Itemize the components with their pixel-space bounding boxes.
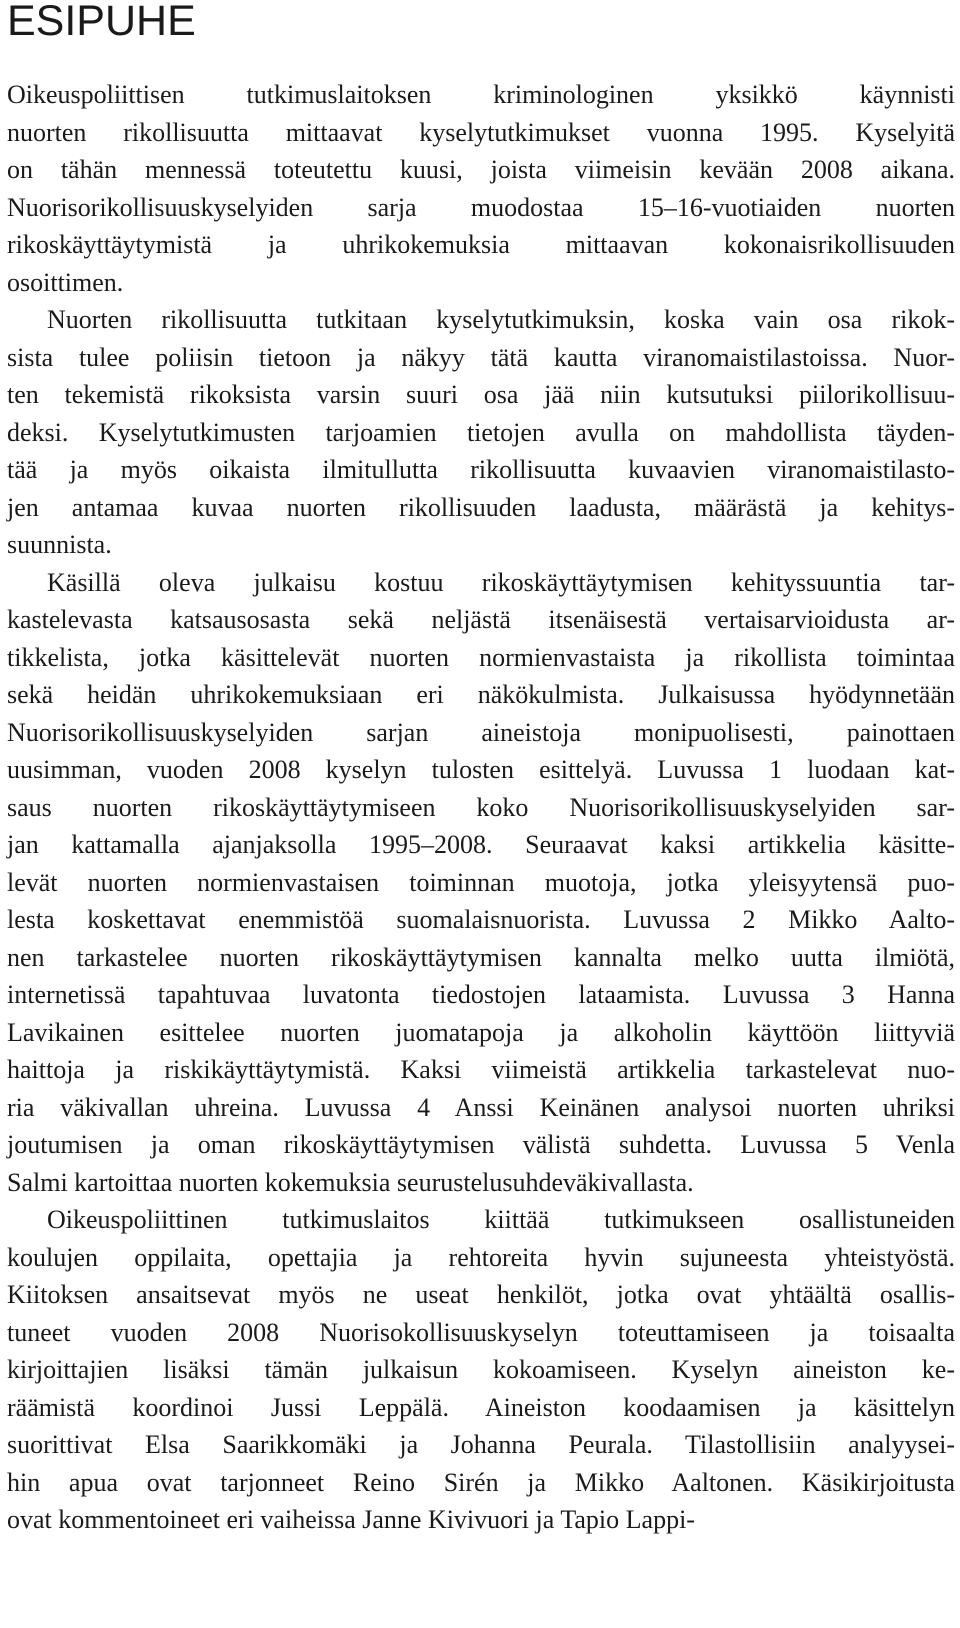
- text-line: koulujen oppilaita, opettajia ja rehtoreita hyvin sujuneesta yhteistyöstä.: [7, 1242, 955, 1272]
- text-line: Kiitoksen ansaitsevat myös ne useat henkilöt, jotka ovat yhtäältä osallis-: [7, 1280, 955, 1309]
- text-line: räämistä koordinoi Jussi Leppälä. Aineiston koodaamisen ja käsittelyn: [7, 1392, 955, 1422]
- text-line: rikoskäyttäytymistä ja uhrikokemuksia mittaavan kokonaisrikollisuuden: [7, 230, 955, 259]
- text-line: Oikeuspoliittinen tutkimuslaitos kiittää tutkimukseen osallistuneiden: [47, 1205, 955, 1234]
- text-line: jan kattamalla ajanjaksolla 1995–2008. Seuraavat kaksi artikkelia käsitte-: [7, 830, 955, 859]
- text-line: nuorten rikollisuutta mittaavat kyselytutkimukset vuonna 1995. Kyselyitä: [7, 117, 955, 147]
- text-line: Nuorten rikollisuutta tutkitaan kyselytutkimuksin, koska vain osa rikok-: [47, 305, 955, 334]
- text-line: tuneet vuoden 2008 Nuorisokollisuuskyselyn toteuttamiseen ja toisaalta: [7, 1317, 955, 1347]
- paragraph: [7, 1201, 955, 1539]
- text-line: deksi. Kyselytutkimusten tarjoamien tietojen avulla on mahdollista täyden-: [7, 417, 955, 447]
- text-line: ovat kommentoineet eri vaiheissa Janne Kivivuori ja Tapio Lappi-: [7, 1505, 695, 1534]
- text-line: kirjoittajien lisäksi tämän julkaisun kokoamiseen. Kyselyn aineiston ke-: [7, 1355, 955, 1384]
- text-line: Nuorisorikollisuuskyselyiden sarjan aineistoja monipuolisesti, painottaen: [7, 717, 955, 747]
- page-title: ESIPUHE: [7, 0, 196, 45]
- text-line: saus nuorten rikoskäyttäytymiseen koko Nuorisorikollisuuskyselyiden sar-: [7, 792, 955, 822]
- text-line: ria väkivallan uhreina. Luvussa 4 Anssi Keinänen analysoi nuorten uhriksi: [7, 1092, 955, 1122]
- text-line: jen antamaa kuvaa nuorten rikollisuuden laadusta, määrästä ja kehitys-: [7, 492, 955, 522]
- text-line: ten tekemistä rikoksista varsin suuri osa jää niin kutsutuksi piilorikollisuu-: [7, 380, 955, 409]
- text-line: Lavikainen esittelee nuorten juomatapoja ja alkoholin käyttöön liittyviä: [7, 1017, 955, 1047]
- text-line: levät nuorten normienvastaisen toiminnan muotoja, jotka yleisyytensä puo-: [7, 867, 955, 897]
- text-line: on tähän mennessä toteutettu kuusi, joista viimeisin kevään 2008 aikana.: [7, 155, 955, 184]
- text-line: Oikeuspoliittisen tutkimuslaitoksen kriminologinen yksikkö käynnisti: [7, 80, 955, 109]
- text-line: joutumisen ja oman rikoskäyttäytymisen välistä suhdetta. Luvussa 5 Venla: [7, 1130, 955, 1159]
- text-line: tää ja myös oikaista ilmitullutta rikollisuutta kuvaavien viranomaistilasto-: [7, 455, 955, 484]
- paragraph: [7, 301, 955, 564]
- text-line: lesta koskettavat enemmistöä suomalaisnuorista. Luvussa 2 Mikko Aalto-: [7, 905, 955, 934]
- text-line: internetissä tapahtuvaa luvatonta tiedostojen lataamista. Luvussa 3 Hanna: [7, 980, 955, 1009]
- paragraph: [7, 76, 955, 301]
- text-line: tikkelista, jotka käsittelevät nuorten normienvastaista ja rikollista toimintaa: [7, 642, 955, 672]
- body-text: [7, 76, 955, 1539]
- text-line: nen tarkastelee nuorten rikoskäyttäytymisen kannalta melko uutta ilmiötä,: [7, 942, 955, 972]
- text-line: Nuorisorikollisuuskyselyiden sarja muodostaa 15–16-vuotiaiden nuorten: [7, 192, 955, 222]
- text-line: suorittivat Elsa Saarikkomäki ja Johanna Peurala. Tilastollisiin analyysei-: [7, 1430, 955, 1459]
- text-line: Käsillä oleva julkaisu kostuu rikoskäyttäytymisen kehityssuuntia tar-: [47, 567, 955, 597]
- text-line: haittoja ja riskikäyttäytymistä. Kaksi viimeistä artikkelia tarkastelevat nuo-: [7, 1055, 955, 1084]
- text-line: Salmi kartoittaa nuorten kokemuksia seurustelusuhdeväkivallasta.: [7, 1167, 694, 1197]
- text-line: sista tulee poliisin tietoon ja näkyy tätä kautta viranomaistilastoissa. Nuor-: [7, 342, 955, 372]
- text-line: osoittimen.: [7, 267, 124, 297]
- text-line: sekä heidän uhrikokemuksiaan eri näkökulmista. Julkaisussa hyödynnetään: [7, 680, 955, 709]
- text-line: suunnista.: [7, 530, 112, 559]
- paragraph: [7, 564, 955, 1202]
- text-line: uusimman, vuoden 2008 kyselyn tulosten esittelyä. Luvussa 1 luodaan kat-: [7, 755, 955, 784]
- text-line: hin apua ovat tarjonneet Reino Sirén ja Mikko Aaltonen. Käsikirjoitusta: [7, 1467, 955, 1497]
- text-line: kastelevasta katsausosasta sekä neljästä itsenäisestä vertaisarvioidusta ar-: [7, 605, 955, 634]
